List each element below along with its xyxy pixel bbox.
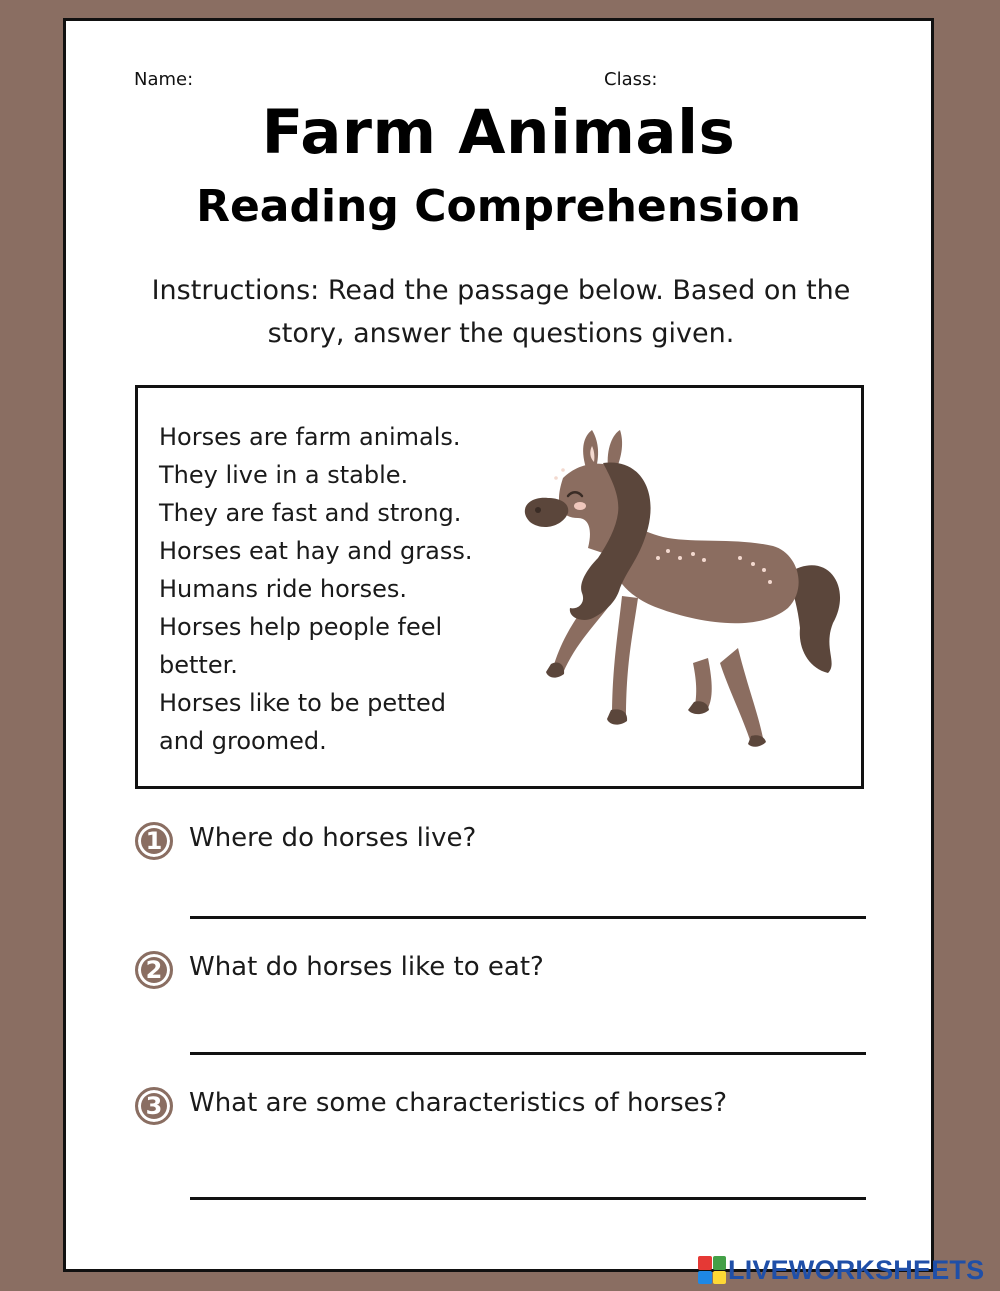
liveworksheets-branding[interactable] <box>698 1255 984 1285</box>
question-text: What do horses like to eat? <box>189 952 544 982</box>
question-number-badge: 3 <box>135 1087 173 1125</box>
question-text: What are some characteristics of horses? <box>189 1088 728 1118</box>
class-label: Class: <box>604 69 658 90</box>
liveworksheets-logo-icon <box>698 1256 726 1284</box>
page-title: Farm Animals <box>261 97 736 168</box>
question-number-badge: 2 <box>135 951 173 989</box>
passage-line: and groomed. <box>159 727 327 755</box>
worksheet-page <box>63 18 934 1272</box>
question-number-badge: 1 <box>135 822 173 860</box>
passage-line: Horses like to be petted <box>159 689 446 717</box>
passage-line: Horses eat hay and grass. <box>159 537 473 565</box>
passage-text <box>159 418 499 760</box>
brand-text: LIVEWORKSHEETS <box>728 1254 985 1285</box>
passage-line: Horses are farm animals. <box>159 423 461 451</box>
instructions-text: Instructions: Read the passage below. Based on the story, answer the questions given. <box>151 275 851 349</box>
answer-line-2[interactable] <box>190 1052 866 1055</box>
answer-line-3[interactable] <box>190 1197 866 1200</box>
passage-line: They live in a stable. <box>159 461 409 489</box>
passage-line: better. <box>159 651 238 679</box>
passage-line: Humans ride horses. <box>159 575 408 603</box>
passage-line: They are fast and strong. <box>159 499 462 527</box>
name-label: Name: <box>134 69 194 90</box>
passage-line: Horses help people feel <box>159 613 443 641</box>
question-text: Where do horses live? <box>189 823 477 853</box>
page-subtitle: Reading Comprehension <box>196 181 801 232</box>
answer-line-1[interactable] <box>190 916 866 919</box>
horse-illustration <box>508 418 848 758</box>
passage-box <box>135 385 864 789</box>
